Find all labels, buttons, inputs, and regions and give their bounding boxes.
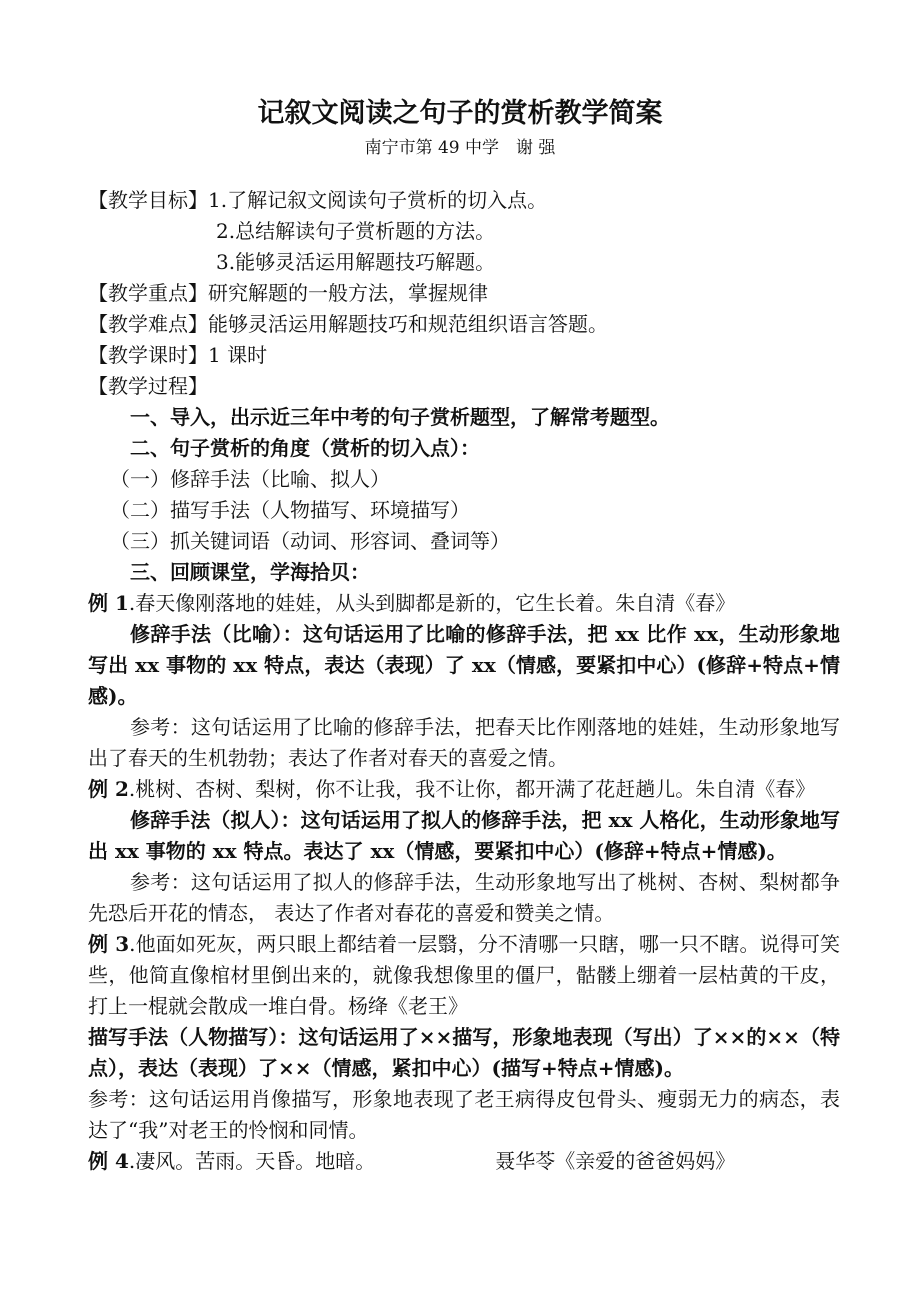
hours-label: 【教学课时】 — [88, 343, 208, 367]
document-body — [88, 185, 840, 1177]
example-2-reference: 参考：这句话运用了拟人的修辞手法，生动形象地写出了桃树、杏树、梨树都争先恐后开花的情态， 表达了作者对春花的喜爱和赞美之情。 — [88, 870, 840, 925]
author-line: 南宁市第 49 中学 谢 强 — [364, 138, 556, 158]
example-2-method: 修辞手法（拟人）：这句话运用了拟人的修辞手法，把 xx 人格化，生动形象地写出 xx 事物的 xx 特点。表达了 xx（情感，要紧扣中心）(修辞+特点+情感)。 — [88, 808, 840, 863]
goal-item: 1.了解记叙文阅读句子赏析的切入点。 — [208, 188, 548, 212]
example-4-sentence — [88, 1146, 840, 1177]
difficulty-line — [88, 309, 840, 340]
example-1-sentence — [88, 588, 840, 619]
angle-item: （二）描写手法（人物描写、环境描写） — [110, 498, 470, 522]
focus-line — [88, 278, 840, 309]
goal-item: 2.总结解读句子赏析题的方法。 — [216, 219, 496, 243]
example-3-method: 描写手法（人物描写）：这句话运用了××描写，形象地表现（写出）了××的××（特点），表达（表现）了××（情感，紧扣中心）(描写+特点+情感)。 — [88, 1025, 840, 1080]
example-2-sentence — [88, 774, 840, 805]
hours-text: 1 课时 — [208, 343, 268, 367]
example-label: 例 1 — [88, 591, 129, 615]
angle-item: （三）抓关键词语（动词、形容词、叠词等） — [110, 529, 510, 553]
example-text: .春天像刚落地的娃娃，从头到脚都是新的，它生长着。朱自清《春》 — [128, 591, 736, 615]
process-label: 【教学过程】 — [88, 374, 208, 398]
document-title: 记叙文阅读之句子的赏析教学简案 — [257, 98, 663, 129]
goals-line-1 — [88, 185, 840, 216]
angle-item: （一）修辞手法（比喻、拟人） — [110, 467, 390, 491]
example-text: .他面如死灰，两只眼上都结着一层翳，分不清哪一只瞎，哪一只不瞎。说得可笑些，他简直像棺材里倒出来的，就像我想像里的僵尸，骷髅上绷着一层枯黄的干皮，打上一棍就会散成一堆白骨。杨绛《老王》 — [88, 932, 840, 1018]
section-heading-1: 一、导入，出示近三年中考的句子赏析题型，了解常考题型。 — [130, 405, 670, 429]
difficulty-text: 能够灵活运用解题技巧和规范组织语言答题。 — [208, 312, 608, 336]
example-text: .凄风。苦雨。天昏。地暗。 — [128, 1149, 376, 1173]
example-3-reference: 参考：这句话运用肖像描写，形象地表现了老王病得皮包骨头、瘦弱无力的病态，表达了“我”对老王的怜悯和同情。 — [88, 1087, 840, 1142]
section-heading-3: 三、回顾课堂，学海拾贝： — [130, 560, 370, 584]
goal-item: 3.能够灵活运用解题技巧解题。 — [216, 250, 496, 274]
example-label: 例 2 — [88, 777, 129, 801]
example-1-reference: 参考：这句话运用了比喻的修辞手法，把春天比作刚落地的娃娃，生动形象地写出了春天的生机勃勃；表达了作者对春天的喜爱之情。 — [88, 715, 840, 770]
focus-text: 研究解题的一般方法，掌握规律 — [208, 281, 488, 305]
example-1-method: 修辞手法（比喻）：这句话运用了比喻的修辞手法，把 xx 比作 xx，生动形象地写出 xx 事物的 xx 特点，表达（表现）了 xx（情感，要紧扣中心）(修辞+特点+情感)。 — [88, 622, 840, 708]
example-3-sentence — [88, 929, 840, 1022]
example-label: 例 4 — [88, 1149, 129, 1173]
goals-label: 【教学目标】 — [88, 188, 208, 212]
section-heading-2: 二、句子赏析的角度（赏析的切入点）： — [130, 436, 480, 460]
focus-label: 【教学重点】 — [88, 281, 208, 305]
hours-line — [88, 340, 840, 371]
example-source: 聂华苓《亲爱的爸爸妈妈》 — [495, 1149, 736, 1173]
example-text: .桃树、杏树、梨树，你不让我，我不让你，都开满了花赶趟儿。朱自清《春》 — [128, 777, 816, 801]
example-label: 例 3 — [88, 932, 130, 956]
difficulty-label: 【教学难点】 — [88, 312, 208, 336]
